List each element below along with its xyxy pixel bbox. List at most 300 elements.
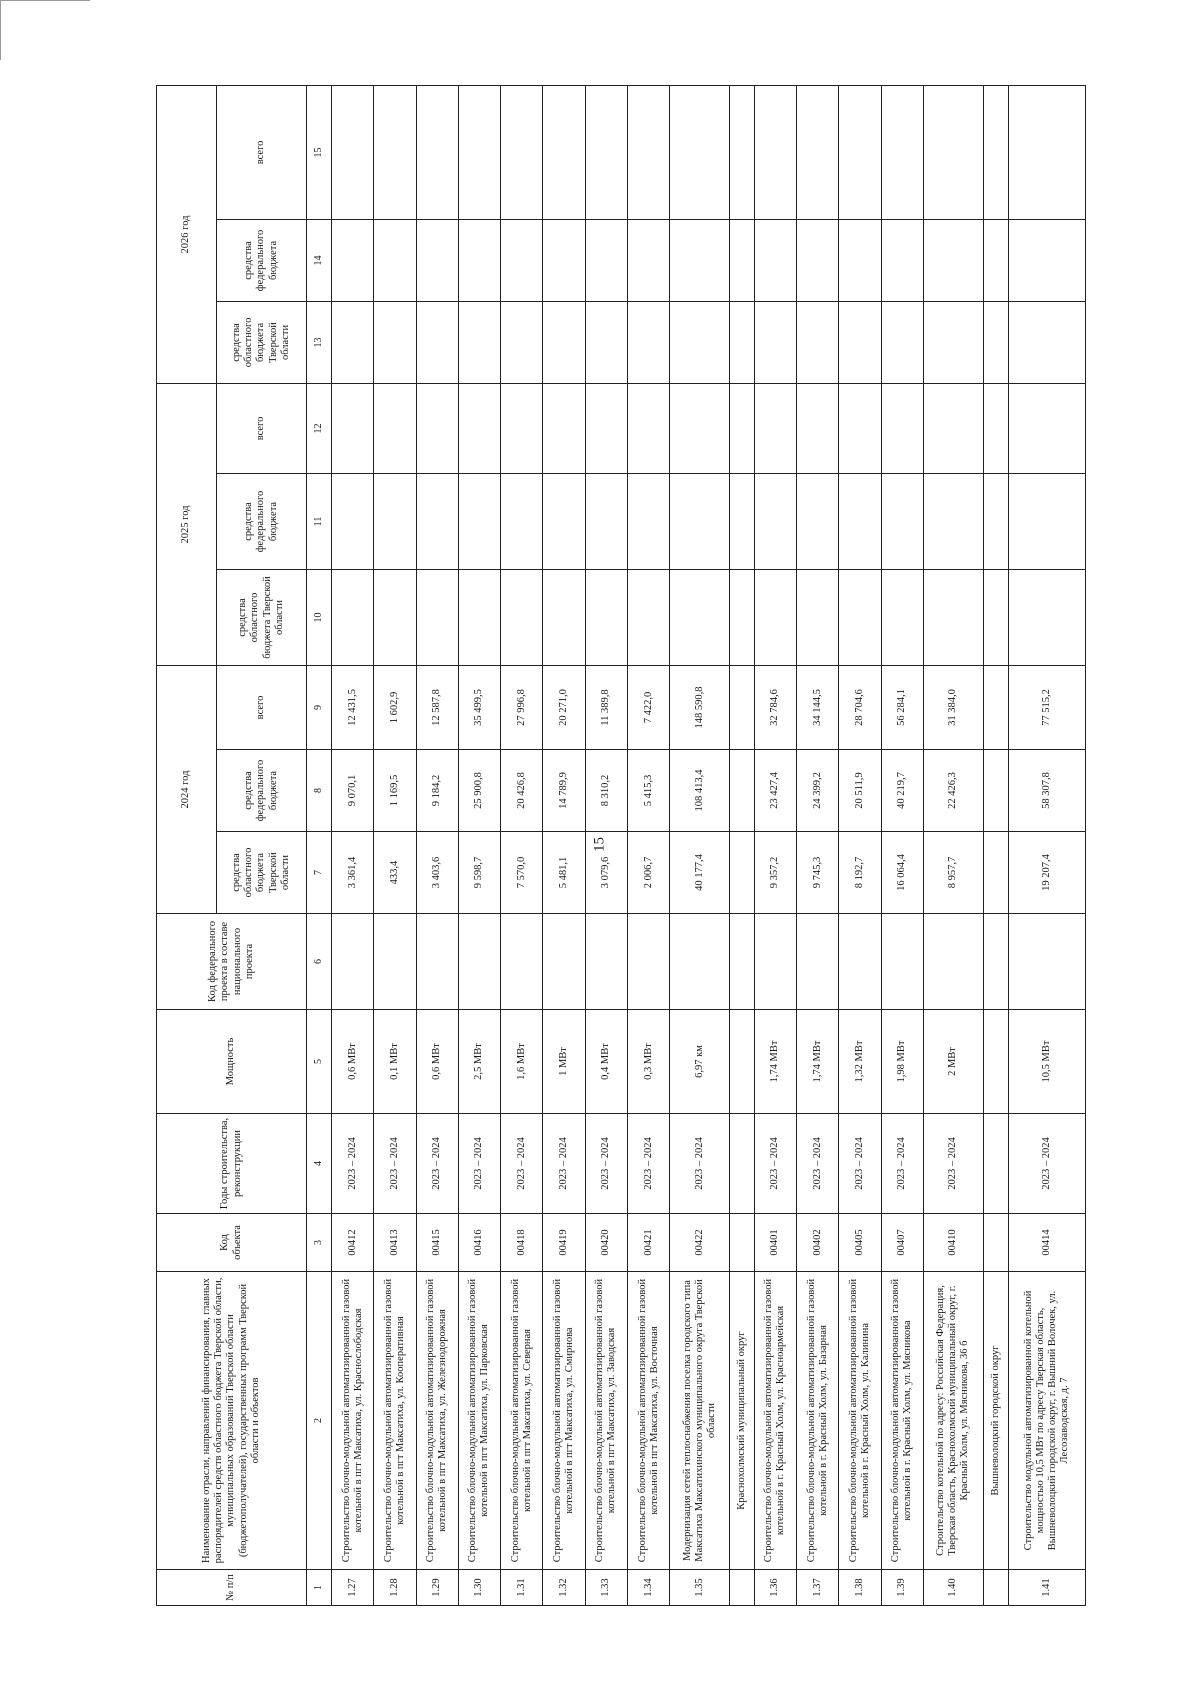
- capacity: 0,3 МВт: [627, 1010, 669, 1114]
- total-2026: [458, 85, 500, 219]
- object-code: 00422: [670, 1214, 730, 1272]
- empty-cell: [730, 914, 755, 1010]
- header-2025-regional: средства областного бюджета Тверской области: [217, 569, 307, 665]
- total-2024: 148 590,8: [670, 665, 730, 749]
- total-2024: 7 422,0: [627, 665, 669, 749]
- column-number: 15: [307, 85, 332, 219]
- empty-cell: [983, 832, 1008, 914]
- row-number: 1.29: [416, 1570, 458, 1606]
- object-name: Строительство блочно-модульной автоматизированной газовой котельной в пгт Максатиха, ул. Восточная: [627, 1272, 669, 1570]
- total-2026: [839, 85, 881, 219]
- federal-2025: [670, 473, 730, 569]
- regional-2026: [501, 301, 543, 383]
- header-2026-regional: средства областного бюджета Тверской области: [217, 301, 307, 383]
- table-wrapper: [156, 86, 1086, 1606]
- total-2026: [881, 85, 923, 219]
- table-row: [881, 85, 923, 1605]
- capacity: 1,6 МВт: [501, 1010, 543, 1114]
- capacity: 1,74 МВт: [754, 1010, 796, 1114]
- construction-years: 2023 – 2024: [754, 1114, 796, 1214]
- regional-2024: 3 079,6: [585, 832, 627, 914]
- total-2024: 32 784,6: [754, 665, 796, 749]
- column-number: 1: [307, 1570, 332, 1606]
- object-name: Строительство блочно-модульной автоматизированной газовой котельной в пгт Максатиха, ул. Краснослободская: [332, 1272, 374, 1570]
- object-code: 00401: [754, 1214, 796, 1272]
- total-2025: [1008, 383, 1086, 473]
- construction-years: 2023 – 2024: [881, 1114, 923, 1214]
- federal-2026: [754, 219, 796, 301]
- regional-2025: [627, 569, 669, 665]
- federal-project-code: [923, 914, 983, 1010]
- table-row: [627, 85, 669, 1605]
- total-2025: [543, 383, 585, 473]
- total-2024: 28 704,6: [839, 665, 881, 749]
- object-code: 00419: [543, 1214, 585, 1272]
- row-number: 1.31: [501, 1570, 543, 1606]
- header-2024-total: всего: [217, 665, 307, 749]
- federal-2024: 22 426,3: [923, 750, 983, 832]
- regional-2024: 8 192,7: [839, 832, 881, 914]
- row-number: 1.30: [458, 1570, 500, 1606]
- construction-years: 2023 – 2024: [585, 1114, 627, 1214]
- federal-project-code: [797, 914, 839, 1010]
- empty-cell: [983, 569, 1008, 665]
- regional-2026: [754, 301, 796, 383]
- empty-cell: [983, 383, 1008, 473]
- object-code: 00414: [1008, 1214, 1086, 1272]
- regional-2024: 433,4: [374, 832, 416, 914]
- object-name: Строительство блочно-модульной автоматизированной газовой котельной в пгт Максатиха, ул. Кооперативная: [374, 1272, 416, 1570]
- federal-2024: 1 169,5: [374, 750, 416, 832]
- object-name: Строительство модульной автоматизированной котельной мощностью 10,5 МВт по адресу Тверская область, Вышневолоцкий городской округ, г. Вышний Волочек, ул. Лесозаводская, д. 7: [1008, 1272, 1086, 1570]
- table-row: [1008, 85, 1086, 1605]
- header-power: Мощность: [157, 1010, 307, 1114]
- section-row: [983, 85, 1008, 1605]
- federal-project-code: [458, 914, 500, 1010]
- federal-project-code: [754, 914, 796, 1010]
- object-code: 00407: [881, 1214, 923, 1272]
- federal-2024: 24 399,2: [797, 750, 839, 832]
- construction-years: 2023 – 2024: [332, 1114, 374, 1214]
- header-2024-regional: средства областного бюджета Тверской области: [217, 832, 307, 914]
- regional-2026: [332, 301, 374, 383]
- empty-cell: [730, 383, 755, 473]
- total-2024: 35 499,5: [458, 665, 500, 749]
- federal-2025: [458, 473, 500, 569]
- regional-2025: [458, 569, 500, 665]
- capacity: 0,4 МВт: [585, 1010, 627, 1114]
- regional-2026: [670, 301, 730, 383]
- total-2025: [797, 383, 839, 473]
- empty-cell: [983, 219, 1008, 301]
- empty-cell: [983, 473, 1008, 569]
- regional-2026: [797, 301, 839, 383]
- total-2025: [670, 383, 730, 473]
- row-number: 1.34: [627, 1570, 669, 1606]
- empty-cell: [730, 665, 755, 749]
- total-2025: [374, 383, 416, 473]
- empty-cell: [983, 1010, 1008, 1114]
- regional-2024: 7 570,0: [501, 832, 543, 914]
- total-2025: [627, 383, 669, 473]
- federal-2025: [501, 473, 543, 569]
- total-2025: [923, 383, 983, 473]
- regional-2024: 8 957,7: [923, 832, 983, 914]
- total-2025: [416, 383, 458, 473]
- federal-project-code: [881, 914, 923, 1010]
- federal-2026: [1008, 219, 1086, 301]
- empty-cell: [730, 1010, 755, 1114]
- federal-2026: [670, 219, 730, 301]
- object-name: Строительство котельной по адресу: Российская Федерация, Тверская область, Краснохолмский муниципальный округ, г. Красный Холм, ул. Мясникова, 36 б: [923, 1272, 983, 1570]
- regional-2024: 5 481,1: [543, 832, 585, 914]
- capacity: 0,1 МВт: [374, 1010, 416, 1114]
- column-number: 8: [307, 750, 332, 832]
- row-number: 1.33: [585, 1570, 627, 1606]
- federal-2024: 40 219,7: [881, 750, 923, 832]
- construction-years: 2023 – 2024: [627, 1114, 669, 1214]
- table-row: [416, 85, 458, 1605]
- empty-cell: [730, 1214, 755, 1272]
- construction-years: 2023 – 2024: [416, 1114, 458, 1214]
- row-number: 1.37: [797, 1570, 839, 1606]
- federal-2025: [881, 473, 923, 569]
- federal-2026: [839, 219, 881, 301]
- total-2026: [1008, 85, 1086, 219]
- federal-2026: [374, 219, 416, 301]
- section-title: Вышневолоцкий городской округ: [983, 1272, 1008, 1570]
- regional-2025: [670, 569, 730, 665]
- capacity: 1,74 МВт: [797, 1010, 839, 1114]
- object-name: Строительство блочно-модульной автоматизированной газовой котельной в пгт Максатиха, ул. Заводская: [585, 1272, 627, 1570]
- total-2024: 34 144,5: [797, 665, 839, 749]
- total-2025: [881, 383, 923, 473]
- table-row: [374, 85, 416, 1605]
- federal-project-code: [501, 914, 543, 1010]
- column-number: 2: [307, 1272, 332, 1570]
- object-name: Строительство блочно-модульной автоматизированной газовой котельной в г. Красный Холм, ул. Мясникова: [881, 1272, 923, 1570]
- empty-cell: [730, 219, 755, 301]
- table-row: [332, 85, 374, 1605]
- object-name: Строительство блочно-модульной автоматизированной газовой котельной в пгт Максатиха, ул. Смирнова: [543, 1272, 585, 1570]
- column-number: 12: [307, 383, 332, 473]
- object-name: Строительство блочно-модульной автоматизированной газовой котельной в пгт Максатиха, ул. Железнодорожная: [416, 1272, 458, 1570]
- header-years: Годы строительства, реконструкции: [157, 1114, 307, 1214]
- construction-years: 2023 – 2024: [543, 1114, 585, 1214]
- object-code: 00415: [416, 1214, 458, 1272]
- federal-2026: [458, 219, 500, 301]
- capacity: 1 МВт: [543, 1010, 585, 1114]
- regional-2026: [923, 301, 983, 383]
- table-row: [923, 85, 983, 1605]
- capacity: 6,97 км: [670, 1010, 730, 1114]
- header-code: Код объекта: [157, 1214, 307, 1272]
- column-number: 13: [307, 301, 332, 383]
- empty-cell: [730, 473, 755, 569]
- row-number: 1.38: [839, 1570, 881, 1606]
- empty-cell: [983, 1114, 1008, 1214]
- federal-project-code: [543, 914, 585, 1010]
- federal-2024: 5 415,3: [627, 750, 669, 832]
- header-num: № п/п: [157, 1570, 307, 1606]
- regional-2025: [543, 569, 585, 665]
- regional-2024: 9 745,3: [797, 832, 839, 914]
- federal-project-code: [332, 914, 374, 1010]
- total-2026: [627, 85, 669, 219]
- column-number: 14: [307, 219, 332, 301]
- total-2024: 20 271,0: [543, 665, 585, 749]
- federal-2024: 20 426,8: [501, 750, 543, 832]
- federal-2024: 9 070,1: [332, 750, 374, 832]
- construction-years: 2023 – 2024: [501, 1114, 543, 1214]
- total-2026: [923, 85, 983, 219]
- total-2026: [416, 85, 458, 219]
- column-number: 3: [307, 1214, 332, 1272]
- object-name: Строительство блочно-модульной автоматизированной газовой котельной в г. Красный Холм, ул. Красноармейская: [754, 1272, 796, 1570]
- empty-cell: [983, 1214, 1008, 1272]
- federal-project-code: [585, 914, 627, 1010]
- total-2025: [839, 383, 881, 473]
- construction-years: 2023 – 2024: [923, 1114, 983, 1214]
- regional-2026: [585, 301, 627, 383]
- federal-2026: [332, 219, 374, 301]
- column-number: 10: [307, 569, 332, 665]
- regional-2025: [416, 569, 458, 665]
- page-number: 15: [591, 837, 608, 852]
- federal-2025: [416, 473, 458, 569]
- federal-2024: 25 900,8: [458, 750, 500, 832]
- total-2026: [501, 85, 543, 219]
- capacity: 1,98 МВт: [881, 1010, 923, 1114]
- column-number: 6: [307, 914, 332, 1010]
- capacity: 1,32 МВт: [839, 1010, 881, 1114]
- federal-2025: [332, 473, 374, 569]
- empty-cell: [983, 301, 1008, 383]
- table-row: [585, 85, 627, 1605]
- header-fedcode: Код федерального проекта в составе национального проекта: [157, 914, 307, 1010]
- regional-2026: [458, 301, 500, 383]
- federal-2025: [923, 473, 983, 569]
- column-number: 9: [307, 665, 332, 749]
- total-2025: [332, 383, 374, 473]
- capacity: 2,5 МВт: [458, 1010, 500, 1114]
- federal-2025: [585, 473, 627, 569]
- header-year-2025: 2025 год: [157, 383, 217, 665]
- table-body: [332, 85, 1086, 1605]
- object-code: 00416: [458, 1214, 500, 1272]
- total-2026: [797, 85, 839, 219]
- object-code: 00405: [839, 1214, 881, 1272]
- table-row: [754, 85, 796, 1605]
- federal-2024: 9 184,2: [416, 750, 458, 832]
- regional-2026: [881, 301, 923, 383]
- table-row: [458, 85, 500, 1605]
- federal-2025: [839, 473, 881, 569]
- regional-2024: 16 064,4: [881, 832, 923, 914]
- regional-2025: [797, 569, 839, 665]
- row-number: 1.28: [374, 1570, 416, 1606]
- capacity: 2 МВт: [923, 1010, 983, 1114]
- column-number: 5: [307, 1010, 332, 1114]
- object-code: 00412: [332, 1214, 374, 1272]
- construction-years: 2023 – 2024: [670, 1114, 730, 1214]
- total-2024: 12 587,8: [416, 665, 458, 749]
- regional-2026: [627, 301, 669, 383]
- row-number: 1.32: [543, 1570, 585, 1606]
- empty-cell: [730, 85, 755, 219]
- row-number: 1.27: [332, 1570, 374, 1606]
- object-name: Строительство блочно-модульной автоматизированной газовой котельной в г. Красный Холм, ул. Калинина: [839, 1272, 881, 1570]
- federal-2024: 58 307,8: [1008, 750, 1086, 832]
- federal-2025: [797, 473, 839, 569]
- row-number: 1.41: [1008, 1570, 1086, 1606]
- row-number: 1.39: [881, 1570, 923, 1606]
- regional-2025: [332, 569, 374, 665]
- empty-cell: [730, 1114, 755, 1214]
- federal-project-code: [670, 914, 730, 1010]
- federal-2026: [416, 219, 458, 301]
- regional-2025: [923, 569, 983, 665]
- object-code: 00418: [501, 1214, 543, 1272]
- table-row: [797, 85, 839, 1605]
- total-2024: 12 431,5: [332, 665, 374, 749]
- table-row: [501, 85, 543, 1605]
- federal-project-code: [374, 914, 416, 1010]
- regional-2026: [416, 301, 458, 383]
- total-2026: [543, 85, 585, 219]
- federal-2026: [501, 219, 543, 301]
- section-num-cell: [983, 1570, 1008, 1606]
- federal-2025: [627, 473, 669, 569]
- empty-cell: [983, 750, 1008, 832]
- header-2026-total: всего: [217, 85, 307, 219]
- construction-years: 2023 – 2024: [458, 1114, 500, 1214]
- federal-project-code: [1008, 914, 1086, 1010]
- federal-2025: [374, 473, 416, 569]
- regional-2026: [1008, 301, 1086, 383]
- empty-cell: [983, 85, 1008, 219]
- construction-years: 2023 – 2024: [839, 1114, 881, 1214]
- regional-2025: [585, 569, 627, 665]
- total-2024: 31 384,0: [923, 665, 983, 749]
- federal-project-code: [627, 914, 669, 1010]
- object-name: Строительство блочно-модульной автоматизированной газовой котельной в пгт Максатиха, ул. Парковская: [458, 1272, 500, 1570]
- empty-cell: [730, 301, 755, 383]
- federal-project-code: [416, 914, 458, 1010]
- object-name: Строительство блочно-модульной автоматизированной газовой котельной в пгт Максатиха, ул. Северная: [501, 1272, 543, 1570]
- column-number: 4: [307, 1114, 332, 1214]
- federal-2025: [754, 473, 796, 569]
- federal-2026: [627, 219, 669, 301]
- object-name: Модернизация сетей теплоснабжения поселка городского типа Максатиха Максатихинского муниципального округа Тверской области: [670, 1272, 730, 1570]
- construction-years: 2023 – 2024: [797, 1114, 839, 1214]
- empty-cell: [730, 832, 755, 914]
- regional-2025: [754, 569, 796, 665]
- regional-2024: 3 403,6: [416, 832, 458, 914]
- regional-2026: [543, 301, 585, 383]
- object-code: 00402: [797, 1214, 839, 1272]
- row-number: 1.40: [923, 1570, 983, 1606]
- capacity: 0,6 МВт: [332, 1010, 374, 1114]
- total-2025: [585, 383, 627, 473]
- capacity: 0,6 МВт: [416, 1010, 458, 1114]
- column-number: 7: [307, 832, 332, 914]
- header-2024-federal: средства федерального бюджета: [217, 750, 307, 832]
- empty-cell: [730, 750, 755, 832]
- empty-cell: [983, 665, 1008, 749]
- header-row-years: [157, 85, 217, 1605]
- header-name: Наименование отрасли, направлений финансирования, главных распорядителей средств областного бюджета Тверской области, муниципальных образований Тверской области (бюджетополучателей), государственных программ Тверской области и объектов: [157, 1272, 307, 1570]
- regional-2025: [374, 569, 416, 665]
- table-row: [670, 85, 730, 1605]
- total-2024: 11 389,8: [585, 665, 627, 749]
- header-2026-federal: средства федерального бюджета: [217, 219, 307, 301]
- federal-2024: 14 789,9: [543, 750, 585, 832]
- section-num-cell: [730, 1570, 755, 1606]
- row-number: 1.35: [670, 1570, 730, 1606]
- federal-2026: [881, 219, 923, 301]
- federal-2026: [585, 219, 627, 301]
- regional-2024: 9 598,7: [458, 832, 500, 914]
- capacity: 10,5 МВт: [1008, 1010, 1086, 1114]
- object-code: 00413: [374, 1214, 416, 1272]
- object-code: 00421: [627, 1214, 669, 1272]
- federal-2025: [1008, 473, 1086, 569]
- total-2026: [754, 85, 796, 219]
- object-code: 00420: [585, 1214, 627, 1272]
- section-title: Краснохолмский муниципальный округ: [730, 1272, 755, 1570]
- regional-2024: 2 006,7: [627, 832, 669, 914]
- federal-2024: 23 427,4: [754, 750, 796, 832]
- total-2026: [332, 85, 374, 219]
- header-2025-federal: средства федерального бюджета: [217, 473, 307, 569]
- header-year-2024: 2024 год: [157, 665, 217, 913]
- table-row: [543, 85, 585, 1605]
- federal-project-code: [839, 914, 881, 1010]
- total-2025: [501, 383, 543, 473]
- header-2025-total: всего: [217, 383, 307, 473]
- section-row: [730, 85, 755, 1605]
- object-name: Строительство блочно-модульной автоматизированной газовой котельной в г. Красный Холм, ул. Базарная: [797, 1272, 839, 1570]
- federal-2026: [543, 219, 585, 301]
- regional-2024: 3 361,4: [332, 832, 374, 914]
- construction-years: 2023 – 2024: [1008, 1114, 1086, 1214]
- total-2024: 1 602,9: [374, 665, 416, 749]
- total-2026: [585, 85, 627, 219]
- column-number: 11: [307, 473, 332, 569]
- regional-2024: 40 177,4: [670, 832, 730, 914]
- empty-cell: [983, 914, 1008, 1010]
- federal-2024: 20 511,9: [839, 750, 881, 832]
- total-2026: [374, 85, 416, 219]
- column-numbers-row: [307, 85, 332, 1605]
- regional-2024: 19 207,4: [1008, 832, 1086, 914]
- budget-table: [156, 85, 1086, 1606]
- regional-2025: [501, 569, 543, 665]
- regional-2025: [881, 569, 923, 665]
- header-year-2026: 2026 год: [157, 85, 217, 383]
- federal-2024: 8 310,2: [585, 750, 627, 832]
- total-2026: [670, 85, 730, 219]
- regional-2025: [1008, 569, 1086, 665]
- construction-years: 2023 – 2024: [374, 1114, 416, 1214]
- regional-2026: [839, 301, 881, 383]
- empty-cell: [730, 569, 755, 665]
- federal-2026: [797, 219, 839, 301]
- regional-2024: 9 357,2: [754, 832, 796, 914]
- total-2024: 27 996,8: [501, 665, 543, 749]
- federal-2025: [543, 473, 585, 569]
